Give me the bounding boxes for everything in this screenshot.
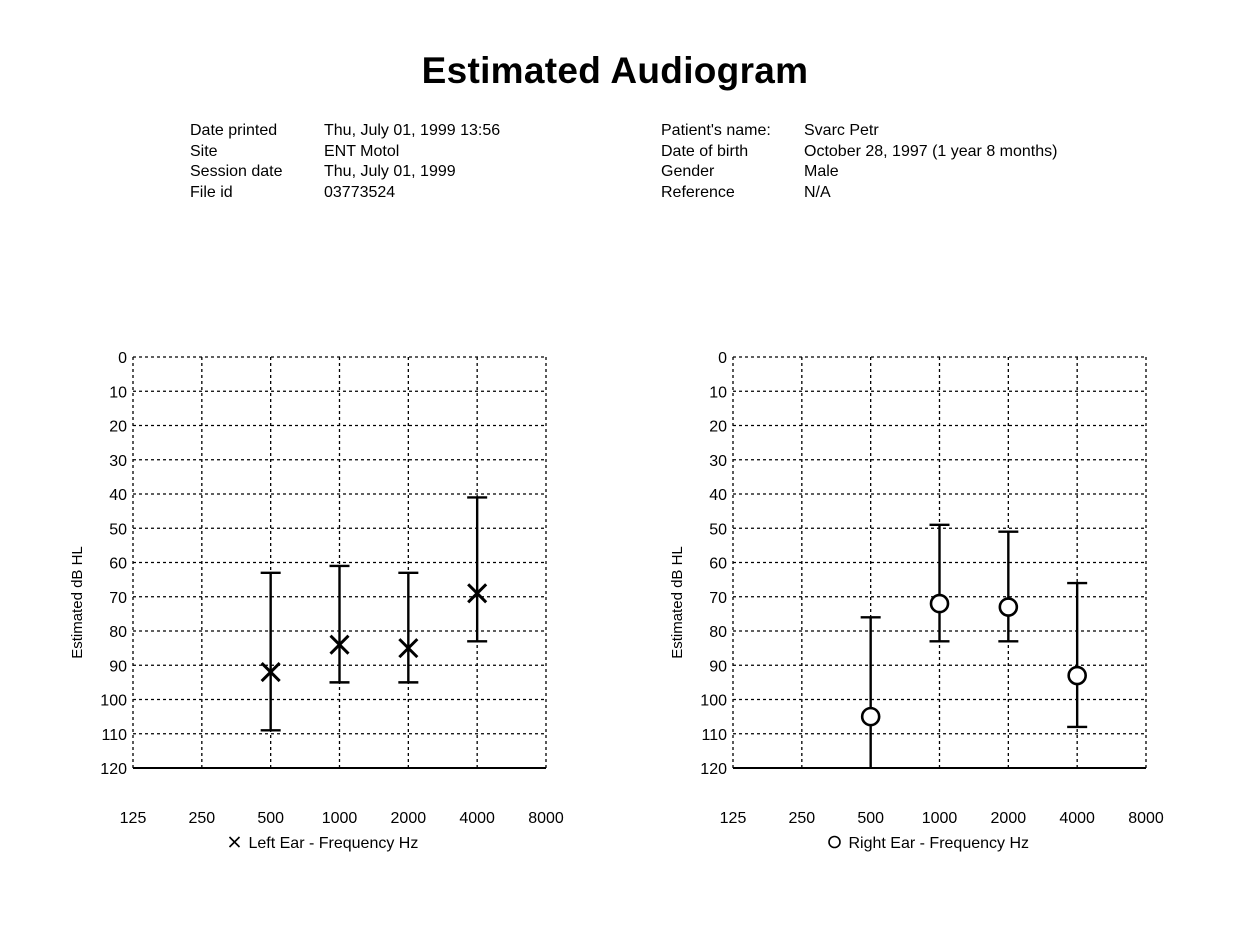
- y-tick-label: 120: [100, 761, 127, 778]
- info-value: N/A: [804, 183, 831, 201]
- x-tick-label: 250: [788, 810, 816, 827]
- y-tick-label: 10: [709, 384, 727, 402]
- y-tick-label: 80: [709, 624, 727, 641]
- y-tick-label: 40: [709, 487, 727, 504]
- x-tick-label: 8000: [1128, 810, 1164, 827]
- info-value: October 28, 1997 (1 year 8 months): [804, 142, 1058, 160]
- x-tick-label: 250: [188, 810, 216, 827]
- legend-x-marker-icon: [230, 837, 240, 847]
- y-tick-label: 70: [109, 589, 127, 607]
- y-tick-label: 50: [109, 521, 127, 539]
- info-label: File id: [190, 183, 233, 201]
- info-label: Reference: [661, 183, 735, 201]
- info-label: Patient's name:: [661, 122, 771, 139]
- x-tick-label: 8000: [528, 810, 564, 827]
- y-tick-label: 0: [118, 350, 127, 367]
- y-axis-label: Estimated dB HL: [669, 546, 686, 659]
- left-ear-audiogram-plot: [60, 340, 580, 860]
- session-info: [190, 121, 500, 203]
- x-tick-label: 125: [119, 810, 147, 827]
- data-point-o-marker: [931, 595, 948, 612]
- info-value: 03773524: [324, 183, 396, 201]
- info-row-gender: [661, 162, 1057, 183]
- y-tick-label: 0: [718, 350, 727, 367]
- patient-info: [661, 121, 1057, 203]
- info-value: Thu, July 01, 1999: [324, 163, 456, 180]
- y-tick-label: 110: [101, 726, 127, 744]
- report-title: Estimated Audiogram: [421, 50, 809, 91]
- info-row-file-id: [190, 183, 500, 204]
- x-axis-label: Right Ear - Frequency Hz: [848, 835, 1030, 852]
- y-tick-label: 100: [100, 692, 127, 710]
- right-ear-audiogram: [660, 340, 1180, 860]
- x-axis-label: Left Ear - Frequency Hz: [248, 835, 419, 852]
- y-tick-label: 90: [709, 658, 727, 676]
- x-tick-label: 500: [257, 810, 285, 827]
- y-tick-label: 90: [109, 658, 127, 676]
- x-tick-label: 4000: [1059, 810, 1095, 827]
- y-tick-label: 40: [109, 487, 127, 504]
- x-tick-label: 2000: [390, 810, 427, 827]
- y-tick-label: 30: [709, 452, 727, 470]
- left-ear-audiogram: [60, 340, 580, 860]
- y-tick-label: 50: [709, 521, 727, 539]
- y-axis-label: Estimated dB HL: [69, 546, 86, 659]
- info-value: Male: [804, 163, 839, 180]
- info-row-site: [190, 142, 500, 163]
- x-tick-label: 1000: [321, 810, 358, 827]
- info-label: Site: [190, 142, 218, 160]
- x-tick-label: 125: [719, 810, 747, 827]
- y-tick-label: 10: [109, 384, 127, 402]
- info-value: ENT Motol: [324, 142, 400, 160]
- y-tick-label: 60: [709, 555, 727, 573]
- y-tick-label: 110: [701, 726, 727, 744]
- legend-o-marker-icon: [829, 837, 840, 848]
- info-label: Gender: [661, 163, 715, 180]
- info-row-date-printed: [190, 121, 500, 142]
- info-value: Svarc Petr: [804, 122, 879, 139]
- x-tick-label: 4000: [459, 810, 495, 827]
- info-row-session-date: [190, 162, 500, 183]
- y-tick-label: 20: [109, 418, 127, 436]
- info-value: Thu, July 01, 1999 13:56: [324, 122, 501, 139]
- info-row-date-of-birth: [661, 142, 1057, 163]
- info-label: Date printed: [190, 122, 278, 139]
- y-tick-label: 30: [109, 452, 127, 470]
- x-tick-label: 500: [857, 810, 885, 827]
- right-ear-audiogram-plot: [660, 340, 1180, 860]
- y-tick-label: 70: [709, 589, 727, 607]
- info-row-reference: [661, 183, 1057, 204]
- info-label: Session date: [190, 163, 283, 180]
- info-row-patient-name: [661, 121, 1057, 142]
- y-tick-label: 60: [109, 555, 127, 573]
- data-point-o-marker: [862, 708, 879, 725]
- y-tick-label: 20: [709, 418, 727, 436]
- y-tick-label: 120: [700, 761, 727, 778]
- data-point-o-marker: [1069, 667, 1086, 684]
- x-tick-label: 1000: [921, 810, 958, 827]
- y-tick-label: 100: [700, 692, 727, 710]
- x-tick-label: 2000: [990, 810, 1027, 827]
- y-tick-label: 80: [109, 624, 127, 641]
- data-point-o-marker: [1000, 599, 1017, 616]
- info-label: Date of birth: [661, 142, 749, 160]
